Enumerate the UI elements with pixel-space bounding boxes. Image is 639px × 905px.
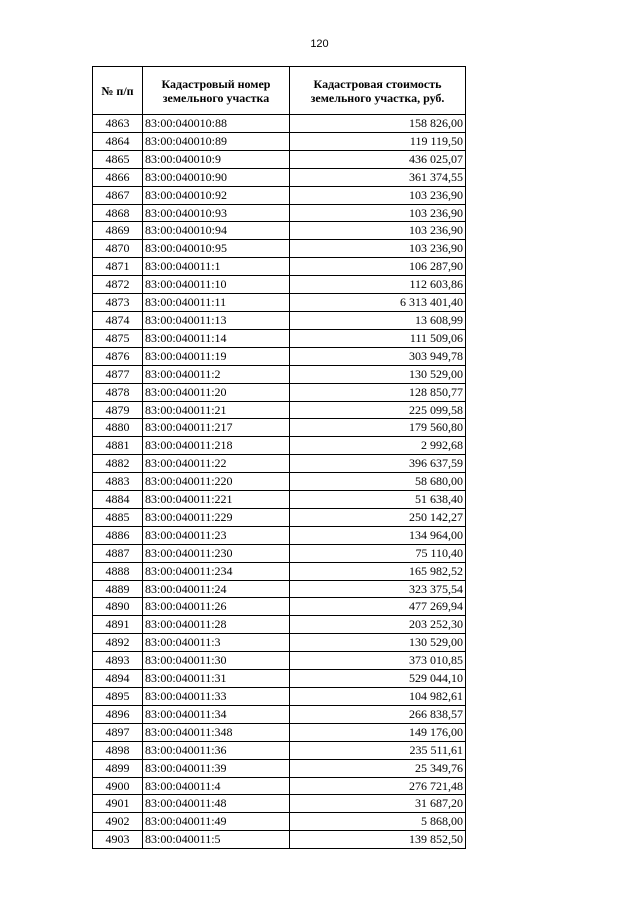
header-num: № п/п bbox=[93, 67, 143, 115]
cadastral-number-cell: 83:00:040011:348 bbox=[143, 723, 290, 741]
row-number-cell: 4892 bbox=[93, 634, 143, 652]
cadastral-value-cell: 2 992,68 bbox=[290, 437, 466, 455]
cadastral-value-cell: 529 044,10 bbox=[290, 670, 466, 688]
cadastral-value-cell: 130 529,00 bbox=[290, 634, 466, 652]
table-row bbox=[93, 204, 466, 222]
cadastral-value-cell: 396 637,59 bbox=[290, 455, 466, 473]
cadastral-value-cell: 51 638,40 bbox=[290, 491, 466, 509]
row-number-cell: 4880 bbox=[93, 419, 143, 437]
table-row bbox=[93, 741, 466, 759]
cadastral-number-cell: 83:00:040011:23 bbox=[143, 526, 290, 544]
row-number-cell: 4889 bbox=[93, 580, 143, 598]
table-row bbox=[93, 294, 466, 312]
cadastral-value-cell: 158 826,00 bbox=[290, 115, 466, 133]
table-row bbox=[93, 419, 466, 437]
row-number-cell: 4887 bbox=[93, 544, 143, 562]
cadastral-value-cell: 104 982,61 bbox=[290, 688, 466, 706]
table-row bbox=[93, 616, 466, 634]
row-number-cell: 4891 bbox=[93, 616, 143, 634]
table-row bbox=[93, 186, 466, 204]
cadastral-value-cell: 58 680,00 bbox=[290, 473, 466, 491]
row-number-cell: 4877 bbox=[93, 365, 143, 383]
table-row bbox=[93, 598, 466, 616]
cadastral-value-cell: 266 838,57 bbox=[290, 705, 466, 723]
row-number-cell: 4871 bbox=[93, 258, 143, 276]
row-number-cell: 4881 bbox=[93, 437, 143, 455]
cadastral-number-cell: 83:00:040011:218 bbox=[143, 437, 290, 455]
table-row bbox=[93, 168, 466, 186]
cadastral-number-cell: 83:00:040011:1 bbox=[143, 258, 290, 276]
cadastral-number-cell: 83:00:040011:24 bbox=[143, 580, 290, 598]
cadastral-value-cell: 250 142,27 bbox=[290, 508, 466, 526]
row-number-cell: 4882 bbox=[93, 455, 143, 473]
cadastral-value-cell: 436 025,07 bbox=[290, 150, 466, 168]
row-number-cell: 4866 bbox=[93, 168, 143, 186]
table-row bbox=[93, 634, 466, 652]
table-row bbox=[93, 795, 466, 813]
row-number-cell: 4883 bbox=[93, 473, 143, 491]
table-row bbox=[93, 115, 466, 133]
row-number-cell: 4886 bbox=[93, 526, 143, 544]
row-number-cell: 4885 bbox=[93, 508, 143, 526]
row-number-cell: 4901 bbox=[93, 795, 143, 813]
cadastral-number-cell: 83:00:040011:48 bbox=[143, 795, 290, 813]
cadastral-value-cell: 235 511,61 bbox=[290, 741, 466, 759]
page-number: 120 bbox=[310, 38, 329, 50]
row-number-cell: 4898 bbox=[93, 741, 143, 759]
row-number-cell: 4876 bbox=[93, 347, 143, 365]
cadastral-number-cell: 83:00:040011:28 bbox=[143, 616, 290, 634]
cadastral-number-cell: 83:00:040011:4 bbox=[143, 777, 290, 795]
table-row bbox=[93, 688, 466, 706]
cadastral-value-cell: 106 287,90 bbox=[290, 258, 466, 276]
cadastral-number-cell: 83:00:040011:220 bbox=[143, 473, 290, 491]
table-row bbox=[93, 276, 466, 294]
table-row bbox=[93, 652, 466, 670]
table-row bbox=[93, 544, 466, 562]
row-number-cell: 4900 bbox=[93, 777, 143, 795]
cadastral-number-cell: 83:00:040011:14 bbox=[143, 329, 290, 347]
cadastral-value-cell: 323 375,54 bbox=[290, 580, 466, 598]
cadastral-value-cell: 139 852,50 bbox=[290, 831, 466, 849]
row-number-cell: 4897 bbox=[93, 723, 143, 741]
table-row bbox=[93, 777, 466, 795]
table-row bbox=[93, 258, 466, 276]
table-row bbox=[93, 491, 466, 509]
cadastral-value-cell: 134 964,00 bbox=[290, 526, 466, 544]
cadastral-value-table bbox=[92, 66, 466, 849]
cadastral-number-cell: 83:00:040011:230 bbox=[143, 544, 290, 562]
row-number-cell: 4865 bbox=[93, 150, 143, 168]
row-number-cell: 4867 bbox=[93, 186, 143, 204]
row-number-cell: 4894 bbox=[93, 670, 143, 688]
cadastral-value-cell: 179 560,80 bbox=[290, 419, 466, 437]
cadastral-number-cell: 83:00:040011:229 bbox=[143, 508, 290, 526]
cadastral-value-cell: 276 721,48 bbox=[290, 777, 466, 795]
cadastral-number-cell: 83:00:040011:19 bbox=[143, 347, 290, 365]
cadastral-value-cell: 75 110,40 bbox=[290, 544, 466, 562]
row-number-cell: 4899 bbox=[93, 759, 143, 777]
table-row bbox=[93, 705, 466, 723]
cadastral-number-cell: 83:00:040011:11 bbox=[143, 294, 290, 312]
cadastral-value-cell: 128 850,77 bbox=[290, 383, 466, 401]
cadastral-value-cell: 103 236,90 bbox=[290, 204, 466, 222]
header-cadastral-number: Кадастровый номер земельного участка bbox=[143, 67, 290, 115]
cadastral-number-cell: 83:00:040011:221 bbox=[143, 491, 290, 509]
cadastral-number-cell: 83:00:040011:2 bbox=[143, 365, 290, 383]
cadastral-value-cell: 6 313 401,40 bbox=[290, 294, 466, 312]
cadastral-number-cell: 83:00:040011:26 bbox=[143, 598, 290, 616]
cadastral-number-cell: 83:00:040011:5 bbox=[143, 831, 290, 849]
table-header bbox=[93, 67, 466, 115]
cadastral-value-cell: 130 529,00 bbox=[290, 365, 466, 383]
cadastral-number-cell: 83:00:040010:9 bbox=[143, 150, 290, 168]
row-number-cell: 4875 bbox=[93, 329, 143, 347]
cadastral-number-cell: 83:00:040011:3 bbox=[143, 634, 290, 652]
cadastral-value-cell: 303 949,78 bbox=[290, 347, 466, 365]
table-body bbox=[93, 115, 466, 849]
table-row bbox=[93, 562, 466, 580]
cadastral-number-cell: 83:00:040010:95 bbox=[143, 240, 290, 258]
row-number-cell: 4893 bbox=[93, 652, 143, 670]
cadastral-number-cell: 83:00:040011:13 bbox=[143, 311, 290, 329]
row-number-cell: 4864 bbox=[93, 132, 143, 150]
table-row bbox=[93, 150, 466, 168]
cadastral-number-cell: 83:00:040010:90 bbox=[143, 168, 290, 186]
cadastral-value-cell: 25 349,76 bbox=[290, 759, 466, 777]
table-row bbox=[93, 437, 466, 455]
cadastral-value-cell: 103 236,90 bbox=[290, 222, 466, 240]
row-number-cell: 4872 bbox=[93, 276, 143, 294]
cadastral-value-cell: 373 010,85 bbox=[290, 652, 466, 670]
cadastral-value-cell: 5 868,00 bbox=[290, 813, 466, 831]
table-row bbox=[93, 401, 466, 419]
row-number-cell: 4874 bbox=[93, 311, 143, 329]
cadastral-value-cell: 361 374,55 bbox=[290, 168, 466, 186]
cadastral-value-cell: 13 608,99 bbox=[290, 311, 466, 329]
cadastral-number-cell: 83:00:040010:92 bbox=[143, 186, 290, 204]
cadastral-number-cell: 83:00:040011:36 bbox=[143, 741, 290, 759]
table-row bbox=[93, 813, 466, 831]
cadastral-value-cell: 203 252,30 bbox=[290, 616, 466, 634]
table-row bbox=[93, 240, 466, 258]
row-number-cell: 4896 bbox=[93, 705, 143, 723]
cadastral-value-cell: 112 603,86 bbox=[290, 276, 466, 294]
row-number-cell: 4884 bbox=[93, 491, 143, 509]
row-number-cell: 4873 bbox=[93, 294, 143, 312]
cadastral-value-cell: 149 176,00 bbox=[290, 723, 466, 741]
cadastral-number-cell: 83:00:040011:30 bbox=[143, 652, 290, 670]
cadastral-number-cell: 83:00:040011:217 bbox=[143, 419, 290, 437]
table-row bbox=[93, 526, 466, 544]
cadastral-number-cell: 83:00:040011:20 bbox=[143, 383, 290, 401]
cadastral-number-cell: 83:00:040010:89 bbox=[143, 132, 290, 150]
table-row bbox=[93, 132, 466, 150]
cadastral-number-cell: 83:00:040011:22 bbox=[143, 455, 290, 473]
cadastral-number-cell: 83:00:040011:31 bbox=[143, 670, 290, 688]
table-row bbox=[93, 383, 466, 401]
row-number-cell: 4878 bbox=[93, 383, 143, 401]
header-row bbox=[93, 67, 466, 115]
table-row bbox=[93, 670, 466, 688]
row-number-cell: 4863 bbox=[93, 115, 143, 133]
cadastral-number-cell: 83:00:040011:234 bbox=[143, 562, 290, 580]
table-row bbox=[93, 365, 466, 383]
cadastral-number-cell: 83:00:040011:21 bbox=[143, 401, 290, 419]
row-number-cell: 4870 bbox=[93, 240, 143, 258]
table-row bbox=[93, 455, 466, 473]
table-row bbox=[93, 222, 466, 240]
row-number-cell: 4895 bbox=[93, 688, 143, 706]
cadastral-value-cell: 477 269,94 bbox=[290, 598, 466, 616]
cadastral-number-cell: 83:00:040011:34 bbox=[143, 705, 290, 723]
cadastral-number-cell: 83:00:040010:93 bbox=[143, 204, 290, 222]
cadastral-value-cell: 103 236,90 bbox=[290, 186, 466, 204]
cadastral-value-cell: 103 236,90 bbox=[290, 240, 466, 258]
table-row bbox=[93, 311, 466, 329]
table-row bbox=[93, 723, 466, 741]
row-number-cell: 4903 bbox=[93, 831, 143, 849]
table-row bbox=[93, 759, 466, 777]
cadastral-number-cell: 83:00:040011:33 bbox=[143, 688, 290, 706]
header-cadastral-value: Кадастровая стоимость земельного участка, руб. bbox=[290, 67, 466, 115]
cadastral-number-cell: 83:00:040011:10 bbox=[143, 276, 290, 294]
table-row bbox=[93, 508, 466, 526]
table-row bbox=[93, 329, 466, 347]
table-row bbox=[93, 580, 466, 598]
cadastral-number-cell: 83:00:040010:88 bbox=[143, 115, 290, 133]
cadastral-value-cell: 225 099,58 bbox=[290, 401, 466, 419]
cadastral-value-cell: 119 119,50 bbox=[290, 132, 466, 150]
cadastral-number-cell: 83:00:040011:49 bbox=[143, 813, 290, 831]
table-row bbox=[93, 831, 466, 849]
cadastral-number-cell: 83:00:040011:39 bbox=[143, 759, 290, 777]
cadastral-value-cell: 31 687,20 bbox=[290, 795, 466, 813]
table-row bbox=[93, 473, 466, 491]
row-number-cell: 4868 bbox=[93, 204, 143, 222]
row-number-cell: 4902 bbox=[93, 813, 143, 831]
row-number-cell: 4890 bbox=[93, 598, 143, 616]
row-number-cell: 4888 bbox=[93, 562, 143, 580]
cadastral-number-cell: 83:00:040010:94 bbox=[143, 222, 290, 240]
row-number-cell: 4869 bbox=[93, 222, 143, 240]
cadastral-value-cell: 165 982,52 bbox=[290, 562, 466, 580]
row-number-cell: 4879 bbox=[93, 401, 143, 419]
table-row bbox=[93, 347, 466, 365]
cadastral-value-cell: 111 509,06 bbox=[290, 329, 466, 347]
